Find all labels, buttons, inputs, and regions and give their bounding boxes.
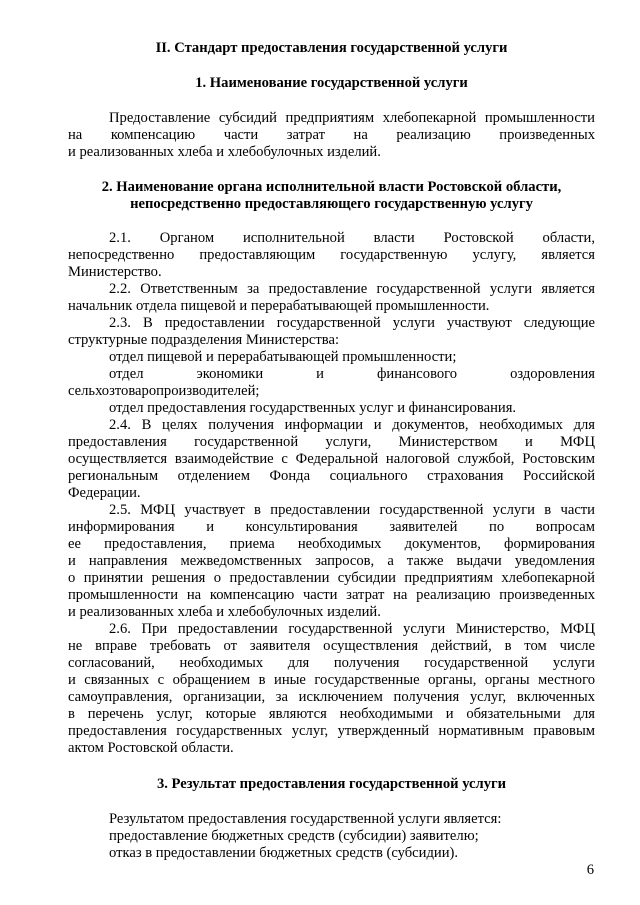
text-line: 2.3. В предоставлении государственной услуги участвуют следующие	[109, 315, 595, 331]
text-line: в перечень услуг, которые являются необходимыми и обязательными для	[68, 706, 595, 722]
text-line: отдел пищевой и перерабатывающей промышленности;	[109, 349, 457, 365]
text-line: структурные подразделения Министерства:	[68, 332, 340, 348]
text-line: и реализованных хлеба и хлебобулочных изделий.	[68, 144, 381, 160]
text-line: актом Ростовской области.	[68, 740, 234, 756]
text-line: предоставления государственной услуги, Министерством и МФЦ	[68, 434, 595, 450]
text-line: не вправе требовать от заявителя осуществления действий, в том числе	[68, 638, 595, 654]
text-line: отдел экономики и финансового оздоровления	[109, 366, 595, 382]
text-line: информирования и консультирования заявителей по вопросам	[68, 519, 595, 535]
text-line: 2.6. При предоставлении государственной услуги Министерство, МФЦ	[109, 621, 595, 637]
text-line: сельхозтоваропроизводителей;	[68, 383, 260, 399]
text-line: отдел предоставления государственных услуг и финансирования.	[109, 400, 517, 416]
text-line: 2.5. МФЦ участвует в предоставлении государственной услуги в части	[109, 502, 595, 518]
text-line: самоуправления, организации, за исключением получения услуг, включенных	[68, 689, 595, 705]
text-line: о принятии решения о предоставлении субсидии предприятиям хлебопекарной	[68, 570, 595, 586]
text-line: начальник отдела пищевой и перерабатывающей промышленности.	[68, 298, 490, 314]
heading-2-line-2: непосредственно предоставляющего государственную услугу	[130, 196, 533, 212]
text-line: Результатом предоставления государственной услуги является:	[109, 811, 502, 827]
text-line: и реализованных хлеба и хлебобулочных изделий.	[68, 604, 381, 620]
text-line: отказ в предоставлении бюджетных средств (субсидии).	[109, 845, 459, 861]
text-line: промышленности на компенсацию части затрат на реализацию произведенных	[68, 587, 595, 603]
text-line: Предоставление субсидий предприятиям хлебопекарной промышленности	[109, 110, 595, 126]
text-line: на компенсацию части затрат на реализацию произведенных	[68, 127, 595, 143]
text-line: Министерство.	[68, 264, 162, 280]
text-line: ее предоставления, приема необходимых документов, формирования	[68, 536, 595, 552]
section-title: II. Стандарт предоставления государственной услуги	[155, 40, 508, 56]
text-line: согласований, необходимых для получения государственной услуги	[68, 655, 595, 671]
heading-2-line-1: 2. Наименование органа исполнительной власти Ростовской области,	[101, 179, 562, 195]
text-line: предоставления государственных услуг, утвержденный нормативным правовым	[68, 723, 595, 739]
text-line: 2.1. Органом исполнительной власти Ростовской области,	[109, 230, 595, 246]
page-number: 6	[586, 862, 594, 878]
text-line: и направления межведомственных запросов, а также выдачи уведомления	[68, 553, 595, 569]
text-line: и связанных с обращением в иные государственные органы, органы местного	[68, 672, 595, 688]
heading-3: 3. Результат предоставления государственной услуги	[156, 776, 507, 792]
text-line: 2.2. Ответственным за предоставление государственной услуги является	[109, 281, 595, 297]
text-line: Федерации.	[68, 485, 141, 501]
heading-1: 1. Наименование государственной услуги	[195, 75, 468, 91]
text-line: предоставление бюджетных средств (субсидии) заявителю;	[109, 828, 479, 844]
text-line: непосредственно предоставляющим государственную услугу, является	[68, 247, 595, 263]
text-line: региональным отделением Фонда социального страхования Российской	[68, 468, 595, 484]
text-line: 2.4. В целях получения информации и документов, необходимых для	[109, 417, 595, 433]
text-line: осуществляется взаимодействие с Федеральной налоговой службой, Ростовским	[68, 451, 595, 467]
